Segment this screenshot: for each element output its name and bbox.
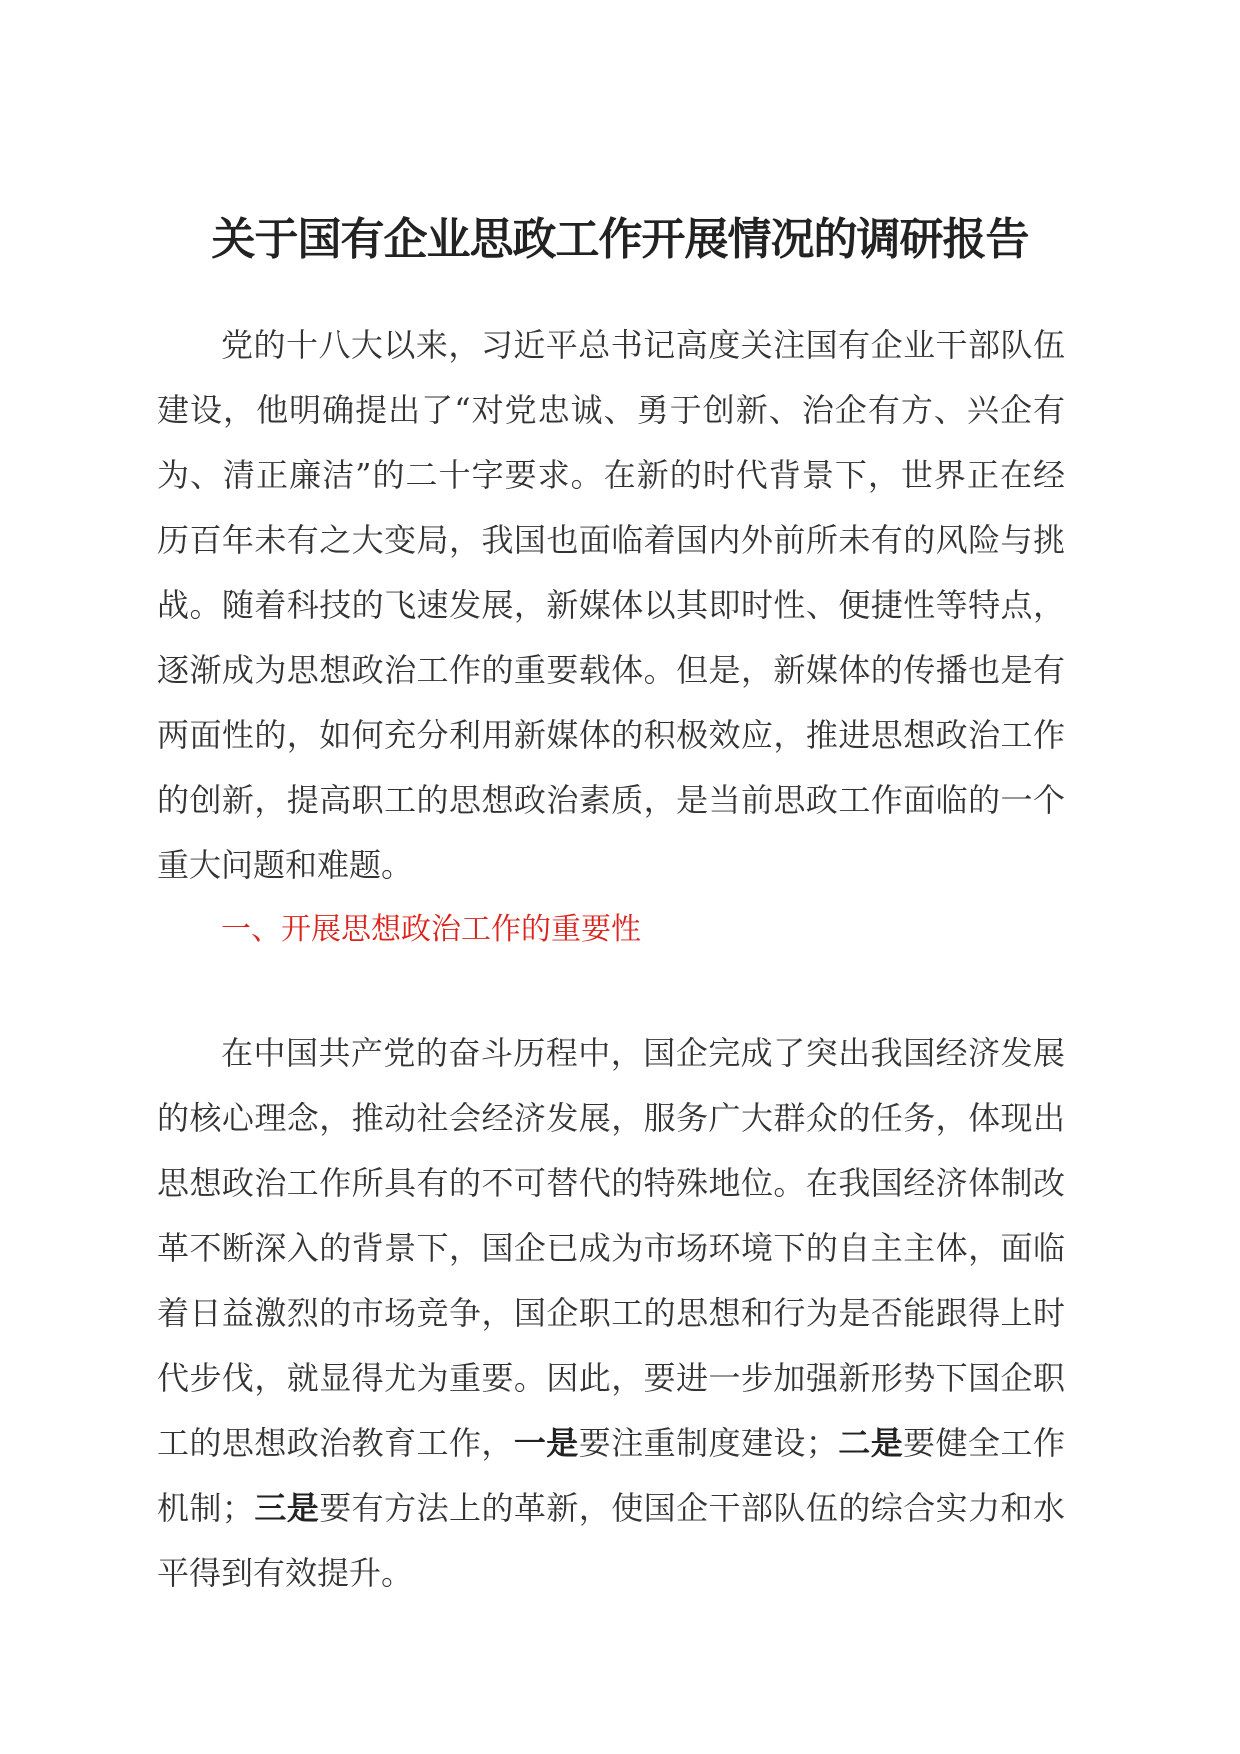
point-label-second: 二是 [837,1424,904,1462]
point-text-second: 要健全工作机制； [157,1424,1065,1527]
paragraph-importance [157,1021,1065,1606]
document-title: 关于国有企业思政工作开展情况的调研报告 [211,214,1029,265]
section-heading-importance: 一、开展思想政治工作的重要性 [221,912,641,947]
paragraph-intro: 党的十八大以来，习近平总书记高度关注国有企业干部队伍建设，他明确提出了“对党忠诚、勇于创新、治企有方、兴企有为、清正廉洁”的二十字要求。在新的时代背景下，世界正在经历百年未有之大变局，我国也面临着国内外前所未有的风险与挑战。随着科技的飞速发展，新媒体以其即时性、便捷性等特点，逐渐成为思想政治工作的重要载体。但是，新媒体的传播也是有两面性的，如何充分利用新媒体的积极效应，推进思想政治工作的创新，提高职工的思想政治素质，是当前思政工作面临的一个重大问题和难题。 [157,326,1065,884]
paragraph-importance-intro: 在中国共产党的奋斗历程中，国企完成了突出我国经济发展的核心理念，推动社会经济发展，服务广大群众的任务，体现出思想政治工作所具有的不可替代的特殊地位。在我国经济体制改革不断深入的背景下，国企已成为市场环境下的自主主体，面临着日益激烈的市场竞争，国企职工的思想和行为是否能跟得上时代步伐，就显得尤为重要。因此，要进一步加强新形势下国企职工的思想政治教育工作， [157,1034,1065,1462]
point-label-third: 三是 [253,1489,320,1527]
point-text-first: 要注重制度建设； [578,1424,838,1462]
point-label-first: 一是 [513,1424,579,1462]
point-text-third: 要有方法上的革新，使国企干部队伍的综合实力和水平得到有效提升。 [157,1489,1065,1592]
